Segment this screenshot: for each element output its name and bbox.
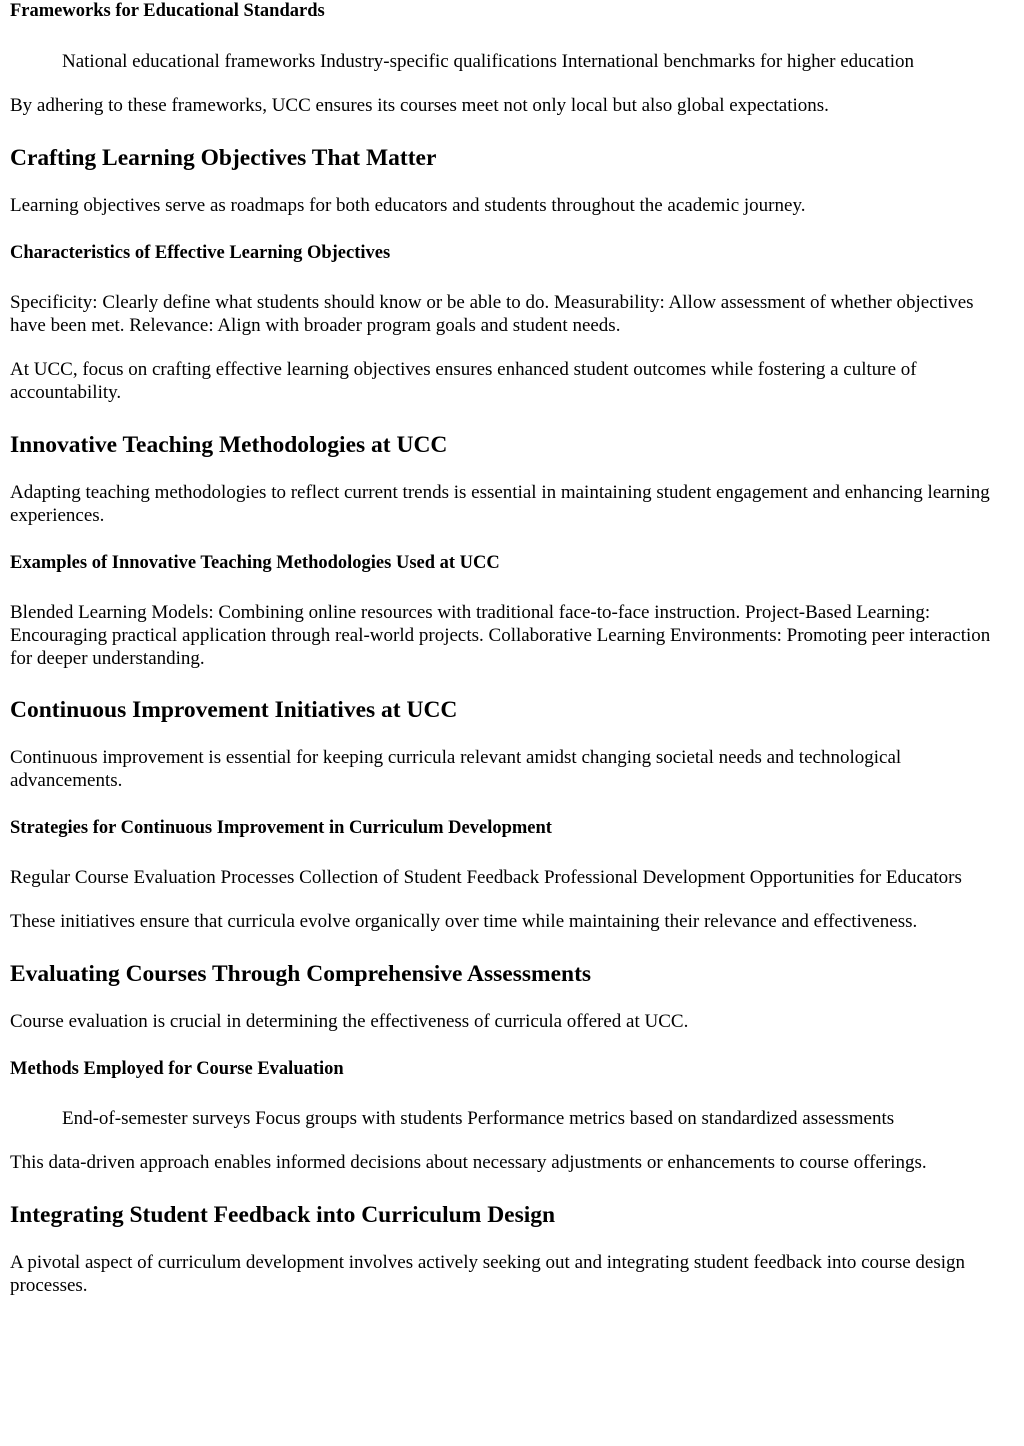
subheading-evaluation-methods: Methods Employed for Course Evaluation — [10, 1059, 344, 1079]
continuous-improvement-paragraph: These initiatives ensure that curricula evolve organically over time while maintaining their relevance and effectiveness. — [10, 911, 918, 932]
subheading-innovative-examples: Examples of Innovative Teaching Methodologies Used at UCC — [10, 553, 500, 573]
subheading-strategies: Strategies for Continuous Improvement in Curriculum Development — [10, 818, 552, 838]
innovative-examples-list: Blended Learning Models: Combining online resources with traditional face-to-face instruction. Project-Based Learning: Encouraging practical application through real-world projects. Collaborative Learning Environments: Promoting peer interaction for deeper understanding. — [10, 602, 991, 669]
section-title-learning-objectives: Crafting Learning Objectives That Matter — [10, 145, 437, 171]
strategies-list: Regular Course Evaluation Processes Collection of Student Feedback Professional Development Opportunities for Educators — [10, 867, 962, 888]
characteristics-list: Specificity: Clearly define what students should know or be able to do. Measurability: Allow assessment of whether objectives have been met. Relevance: Align with broader program goals and student needs. — [10, 292, 974, 336]
learning-objectives-intro: Learning objectives serve as roadmaps for both educators and students throughout the academic journey. — [10, 195, 806, 216]
evaluation-methods-list: End-of-semester surveys Focus groups with students Performance metrics based on standardized assessments — [62, 1108, 895, 1129]
teaching-methodologies-intro: Adapting teaching methodologies to reflect current trends is essential in maintaining student engagement and enhancing learning experiences. — [10, 482, 990, 526]
course-evaluation-intro: Course evaluation is crucial in determining the effectiveness of curricula offered at UCC. — [10, 1011, 689, 1032]
student-feedback-intro: A pivotal aspect of curriculum development involves actively seeking out and integrating student feedback into course design processes. — [10, 1252, 966, 1296]
learning-objectives-paragraph: At UCC, focus on crafting effective learning objectives ensures enhanced student outcomes while fostering a culture of accountability. — [10, 359, 917, 403]
continuous-improvement-intro: Continuous improvement is essential for keeping curricula relevant amidst changing societal needs and technological advancements. — [10, 747, 902, 791]
section-title-student-feedback: Integrating Student Feedback into Curriculum Design — [10, 1202, 556, 1228]
section-title-course-evaluation: Evaluating Courses Through Comprehensive Assessments — [10, 961, 592, 987]
frameworks-paragraph: By adhering to these frameworks, UCC ensures its courses meet not only local but also global expectations. — [10, 95, 829, 116]
frameworks-list: National educational frameworks Industry-specific qualifications International benchmarks for higher education — [62, 51, 915, 72]
section-title-continuous-improvement: Continuous Improvement Initiatives at UCC — [10, 697, 458, 723]
subheading-characteristics: Characteristics of Effective Learning Objectives — [10, 243, 391, 263]
section-title-teaching-methodologies: Innovative Teaching Methodologies at UCC — [10, 432, 448, 458]
course-evaluation-paragraph: This data-driven approach enables informed decisions about necessary adjustments or enhancements to course offerings. — [10, 1152, 927, 1173]
section-heading-frameworks: Frameworks for Educational Standards — [10, 1, 325, 21]
